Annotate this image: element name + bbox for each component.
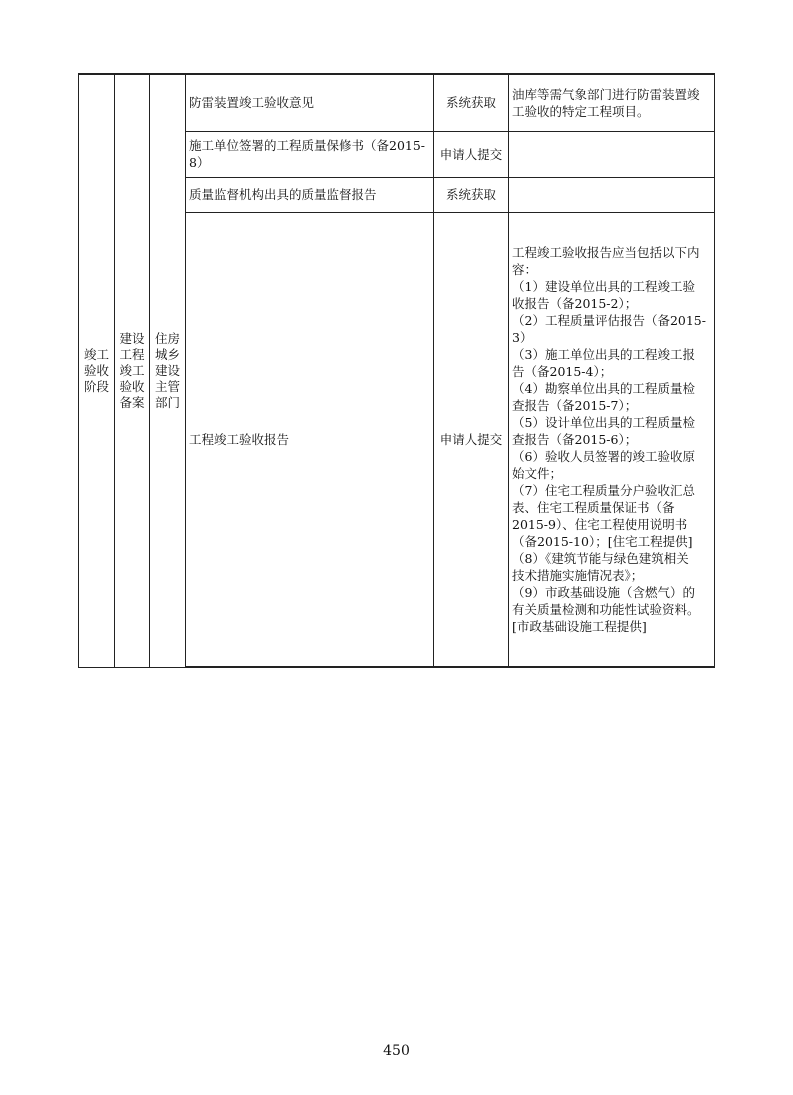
note-line: 工程竣工验收报告应当包括以下内 [512, 244, 700, 260]
note-line: （9）市政基础设施（含燃气）的 [512, 584, 695, 600]
department-line: 住房 [154, 330, 180, 346]
matter-cell [115, 74, 150, 667]
note-line: 容： [512, 261, 538, 277]
note-line: 3） [512, 329, 533, 345]
material-cell: 质量监督机构出具的质量监督报告 [186, 177, 434, 212]
note-line: 查报告（备2015-6）； [512, 431, 638, 447]
matter-line: 竣工 [119, 362, 145, 378]
note-line: （1）建设单位出具的工程竣工验 [512, 278, 695, 294]
note-line: 告（备2015-4）； [512, 363, 613, 379]
note-line: 2015-9）、住宅工程使用说明书 [512, 516, 688, 532]
note-line: （5）设计单位出具的工程质量检 [512, 414, 695, 430]
matter-line: 工程 [119, 346, 145, 362]
source-cell: 申请人提交 [434, 212, 509, 667]
note-line: 油库等需气象部门进行防雷装置竣 [512, 86, 700, 102]
matter-line: 建设 [119, 330, 145, 346]
requirements-table [78, 73, 715, 668]
note-line: （3）施工单位出具的工程竣工报 [512, 346, 695, 362]
note-line: （2）工程质量评估报告（备2015- [512, 312, 706, 328]
note-line: [市政基础设施工程提供] [512, 618, 647, 634]
note-line: 收报告（备2015-2）； [512, 295, 638, 311]
material-cell: 防雷装置竣工验收意见 [186, 74, 434, 131]
note-line: 始文件； [512, 465, 563, 481]
table-row [79, 74, 715, 131]
stage-line: 竣工 [83, 346, 109, 362]
note-line: （6）验收人员签署的竣工验收原 [512, 448, 695, 464]
department-line: 建设 [154, 362, 180, 378]
note-line: 有关质量检测和功能性试验资料。 [512, 601, 700, 617]
page-number: 450 [383, 1043, 410, 1059]
note-line: 工验收的特定工程项目。 [512, 103, 650, 119]
note-cell [509, 74, 715, 131]
note-line: （8）《建筑节能与绿色建筑相关 [512, 550, 689, 566]
source-cell: 申请人提交 [434, 131, 509, 177]
stage-line: 验收 [83, 362, 109, 378]
department-line: 部门 [154, 394, 180, 410]
note-line: （备2015-10）；[住宅工程提供] [512, 533, 693, 549]
note-line: （4）勘察单位出具的工程质量检 [512, 380, 695, 396]
note-line: 技术措施实施情况表》； [512, 567, 644, 583]
source-cell: 系统获取 [434, 74, 509, 131]
stage-line: 阶段 [83, 378, 109, 394]
stage-cell [79, 74, 115, 667]
department-line: 城乡 [154, 346, 180, 362]
source-cell: 系统获取 [434, 177, 509, 212]
material-cell: 工程竣工验收报告 [186, 212, 434, 667]
note-line: 查报告（备2015-7）； [512, 397, 638, 413]
note-line: （7）住宅工程质量分户验收汇总 [512, 482, 695, 498]
department-line: 主管 [154, 378, 180, 394]
note-cell [509, 131, 715, 177]
note-line: 表、住宅工程质量保证书（备 [512, 499, 675, 515]
matter-line: 验收 [119, 378, 145, 394]
note-cell [509, 177, 715, 212]
matter-line: 备案 [119, 394, 145, 410]
note-cell [509, 212, 715, 667]
material-cell: 施工单位签署的工程质量保修书（备2015-8） [186, 131, 434, 177]
department-cell [150, 74, 186, 667]
